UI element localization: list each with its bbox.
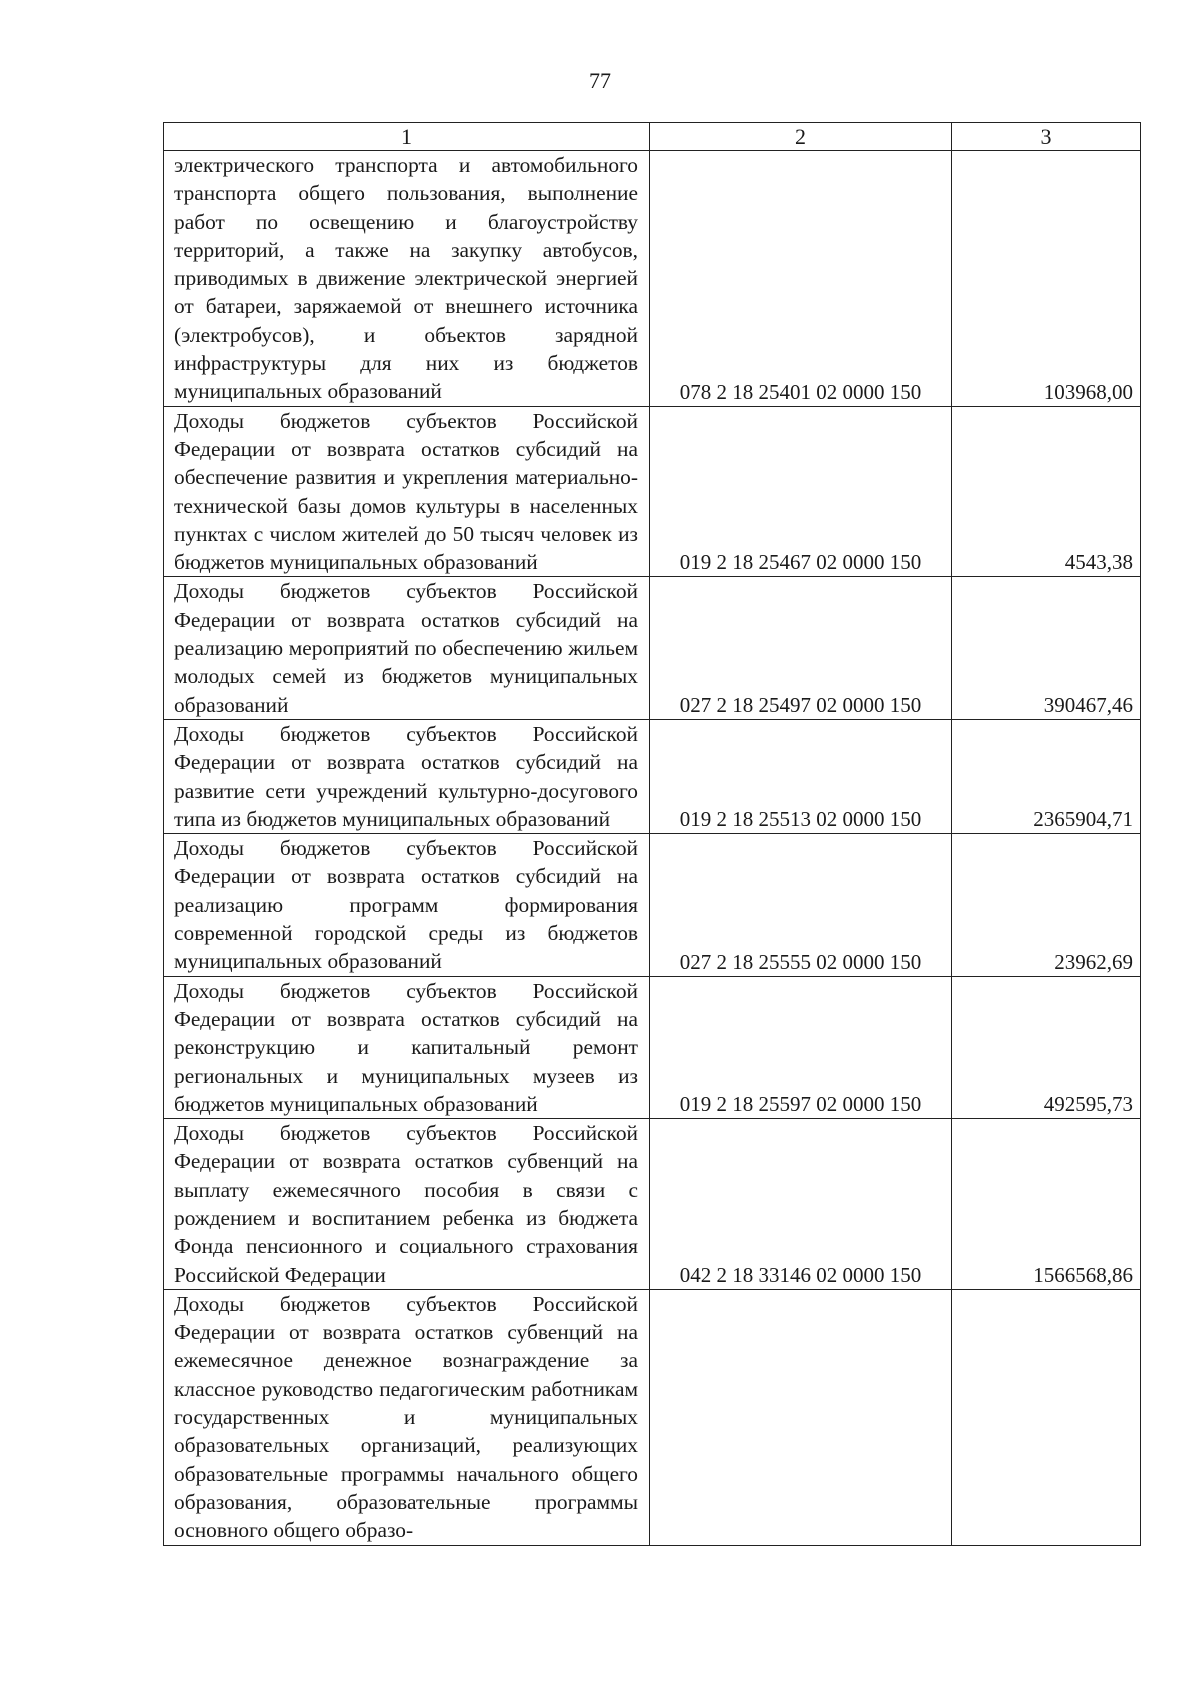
- amount: [952, 1289, 1141, 1545]
- amount: 1566568,86: [952, 1119, 1141, 1290]
- table-row: [164, 406, 1141, 577]
- budget-classification-code: 027 2 18 25497 02 0000 150: [650, 577, 952, 719]
- column-header-1: 1: [164, 123, 650, 151]
- budget-classification-code: 019 2 18 25597 02 0000 150: [650, 976, 952, 1118]
- revenue-table: [163, 122, 1141, 1546]
- amount: 390467,46: [952, 577, 1141, 719]
- income-description: Доходы бюджетов субъектов Российской Федерации от возврата остатков субвенций на ежемесячное денежное вознаграждение за классное руководство педагогическим работникам государственных и муниципальных образовательных организаций, реализующих образовательные программы начального общего образования, образовательные программы основного общего образо-: [164, 1289, 650, 1545]
- budget-classification-code: 019 2 18 25467 02 0000 150: [650, 406, 952, 577]
- amount: 2365904,71: [952, 719, 1141, 833]
- table-row: [164, 834, 1141, 976]
- budget-classification-code: 027 2 18 25555 02 0000 150: [650, 834, 952, 976]
- budget-classification-code: [650, 1289, 952, 1545]
- table-header-row: [164, 123, 1141, 151]
- table-row: [164, 719, 1141, 833]
- column-header-3: 3: [952, 123, 1141, 151]
- income-description: электрического транспорта и автомобильного транспорта общего пользования, выполнение работ по освещению и благоустройству территорий, а также на закупку автобусов, приводимых в движение электрической энергией от батареи, заряжаемой от внешнего источника (электробусов), и объектов зарядной инфраструктуры для них из бюджетов муниципальных образований: [164, 151, 650, 407]
- budget-classification-code: 078 2 18 25401 02 0000 150: [650, 151, 952, 407]
- page-number: 77: [589, 68, 611, 93]
- budget-classification-code: 042 2 18 33146 02 0000 150: [650, 1119, 952, 1290]
- budget-classification-code: 019 2 18 25513 02 0000 150: [650, 719, 952, 833]
- table-row: [164, 577, 1141, 719]
- amount: 492595,73: [952, 976, 1141, 1118]
- table-row: [164, 1289, 1141, 1545]
- table-row: [164, 1119, 1141, 1290]
- income-description: Доходы бюджетов субъектов Российской Федерации от возврата остатков субсидий на развитие сети учреждений культурно-досугового типа из бюджетов муниципальных образований: [164, 719, 650, 833]
- income-description: Доходы бюджетов субъектов Российской Федерации от возврата остатков субсидий на реализацию мероприятий по обеспечению жильем молодых семей из бюджетов муниципальных образований: [164, 577, 650, 719]
- income-description: Доходы бюджетов субъектов Российской Федерации от возврата остатков субвенций на выплату ежемесячного пособия в связи с рождением и воспитанием ребенка из бюджета Фонда пенсионного и социального страхования Российской Федерации: [164, 1119, 650, 1290]
- table-row: [164, 151, 1141, 407]
- income-description: Доходы бюджетов субъектов Российской Федерации от возврата остатков субсидий на обеспечение развития и укрепления материально-технической базы домов культуры в населенных пунктах с числом жителей до 50 тысяч человек из бюджетов муниципальных образований: [164, 406, 650, 577]
- income-description: Доходы бюджетов субъектов Российской Федерации от возврата остатков субсидий на реконструкцию и капитальный ремонт региональных и муниципальных музеев из бюджетов муниципальных образований: [164, 976, 650, 1118]
- amount: 23962,69: [952, 834, 1141, 976]
- column-header-2: 2: [650, 123, 952, 151]
- amount: 4543,38: [952, 406, 1141, 577]
- income-description: Доходы бюджетов субъектов Российской Федерации от возврата остатков субсидий на реализацию программ формирования современной городской среды из бюджетов муниципальных образований: [164, 834, 650, 976]
- table-row: [164, 976, 1141, 1118]
- amount: 103968,00: [952, 151, 1141, 407]
